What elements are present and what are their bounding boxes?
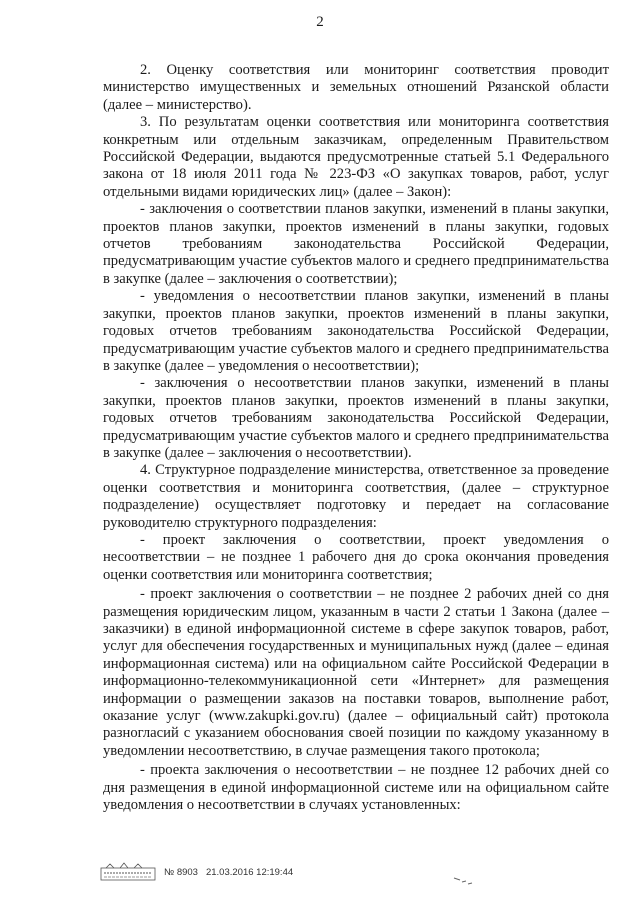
registry-stamp-icon xyxy=(100,862,156,882)
document-number: № 8903 xyxy=(164,866,198,878)
list-item: - заключения о соответствии планов закупки, изменений в планы закупки, проектов планов закупки, проектов изменений в планы закупки, годовых отчетов требованиям законодательства Российской Федерации, предусматривающим участие субъектов малого и среднего предпринимательства в закупке (далее – заключения о соответствии); xyxy=(103,201,609,287)
page-number: 2 xyxy=(316,14,324,30)
paragraph: 4. Структурное подразделение министерства, ответственное за проведение оценки соответствия и мониторинга соответствия, (далее – структурное подразделение) осуществляет подготовку и передает на согласование руководителю структурного подразделения: xyxy=(103,462,609,531)
list-item: - проект заключения о соответствии, проект уведомления о несоответствии – не позднее 1 рабочего дня до срока окончания проведения оценки соответствия или мониторинга соответствия; xyxy=(103,531,609,583)
document-timestamp: 21.03.2016 12:19:44 xyxy=(205,866,294,878)
list-item: - проект заключения о соответствии – не позднее 2 рабочих дней со дня размещения юридическим лицом, указанным в части 2 статьи 1 Закона (далее – заказчики) в единой информационной системе в сфере закупок товаров, работ, услуг для обеспечения государственных и муниципальных нужд (далее – единая информационная система) или на официальном сайте Российской Федерации в информационно-телекоммуникационной сети «Интернет» для размещения информации о размещении заказов на поставки товаров, выполнение работ, оказание услуг (www.zakupki.gov.ru) (далее – официальный сайт) протокола разногласий с указанием обоснования своей позиции по каждому указанному в уведомлении несоответствию, в случае размещения такого протокола; xyxy=(103,586,609,759)
paragraph: 2. Оценку соответствия или мониторинг соответствия проводит министерство имущественных и земельных отношений Рязанской области (далее – министерство). xyxy=(103,62,609,113)
document-footer xyxy=(100,862,293,882)
list-item: - проекта заключения о несоответствии – не позднее 12 рабочих дней со дня размещения в единой информационной системе или на официальном сайте уведомления о несоответствии в случаях установленных: xyxy=(103,762,609,814)
paragraph: 3. По результатам оценки соответствия или мониторинга соответствия конкретным или отдельным заказчикам, определенным Правительством Российской Федерации, выдаются предусмотренные статьей 5.1 Федерального закона от 18 июля 2011 года № 223-ФЗ «О закупках товаров, работ, услуг отдельными видами юридических лиц» (далее – Закон): xyxy=(103,114,609,200)
document-body xyxy=(103,62,609,814)
list-item: - заключения о несоответствии планов закупки, изменений в планы закупки, проектов планов закупки, проектов изменений в планы закупки, годовых отчетов требованиям законодательства Российской Федерации, предусматривающим участие субъектов малого и среднего предпринимательства в закупке (далее – заключения о несоответствии). xyxy=(103,375,609,461)
list-item: - уведомления о несоответствии планов закупки, изменений в планы закупки, проектов планов закупки, проектов изменений в планы закупки, годовых отчетов требованиям законодательства Российской Федерации, предусматривающим участие субъектов малого и среднего предпринимательства в закупке (далее – уведомления о несоответствии); xyxy=(103,288,609,374)
scan-mark-icon xyxy=(452,876,474,886)
